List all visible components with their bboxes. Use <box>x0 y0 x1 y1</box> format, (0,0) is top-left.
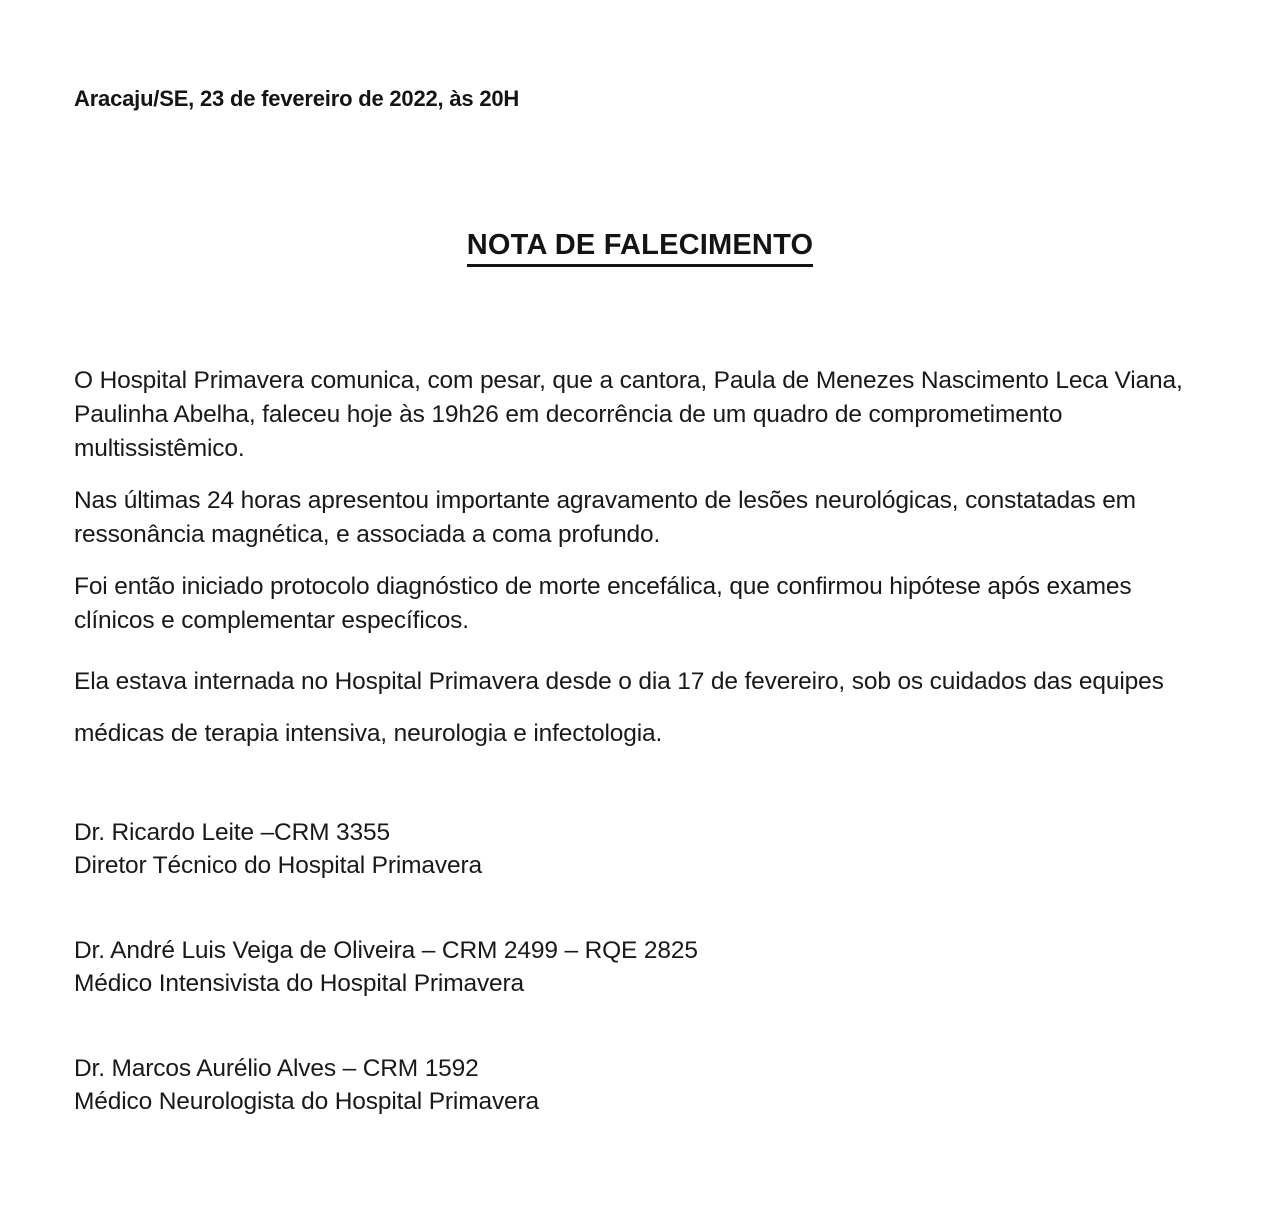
signature-block <box>74 1052 1214 1118</box>
dateline: Aracaju/SE, 23 de fevereiro de 2022, às 20H <box>74 86 520 111</box>
paragraph-2: Nas últimas 24 horas apresentou importante agravamento de lesões neurológicas, constatadas em ressonância magnética, e associada a coma profundo. <box>74 487 1136 548</box>
signature-role: Médico Neurologista do Hospital Primavera <box>74 1088 540 1115</box>
body-text <box>74 364 1214 760</box>
signature-list <box>74 816 1214 1118</box>
signature-block <box>74 934 1214 1000</box>
page-title <box>0 229 1280 267</box>
signature-name-credential: Dr. Marcos Aurélio Alves – CRM 1592 <box>74 1055 479 1082</box>
paragraph-1: O Hospital Primavera comunica, com pesar, que a cantora, Paula de Menezes Nascimento Leca Viana, Paulinha Abelha, faleceu hoje às 19h26 em decorrência de um quadro de comprometimento multissistêmico. <box>74 367 1183 462</box>
paragraph-3: Foi então iniciado protocolo diagnóstico de morte encefálica, que confirmou hipótese após exames clínicos e complementar específicos. <box>74 573 1132 634</box>
signature-name-credential: Dr. Ricardo Leite –CRM 3355 <box>74 819 390 846</box>
signature-role: Diretor Técnico do Hospital Primavera <box>74 852 482 879</box>
signature-role: Médico Intensivista do Hospital Primavera <box>74 970 525 997</box>
signature-name-credential: Dr. André Luis Veiga de Oliveira – CRM 2499 – RQE 2825 <box>74 937 698 964</box>
paragraph-4: Ela estava internada no Hospital Primavera desde o dia 17 de fevereiro, sob os cuidados das equipes médicas de terapia intensiva, neurologia e infectologia. <box>74 668 1164 747</box>
page-title-text: NOTA DE FALECIMENTO <box>467 229 813 267</box>
signature-block <box>74 816 1214 882</box>
